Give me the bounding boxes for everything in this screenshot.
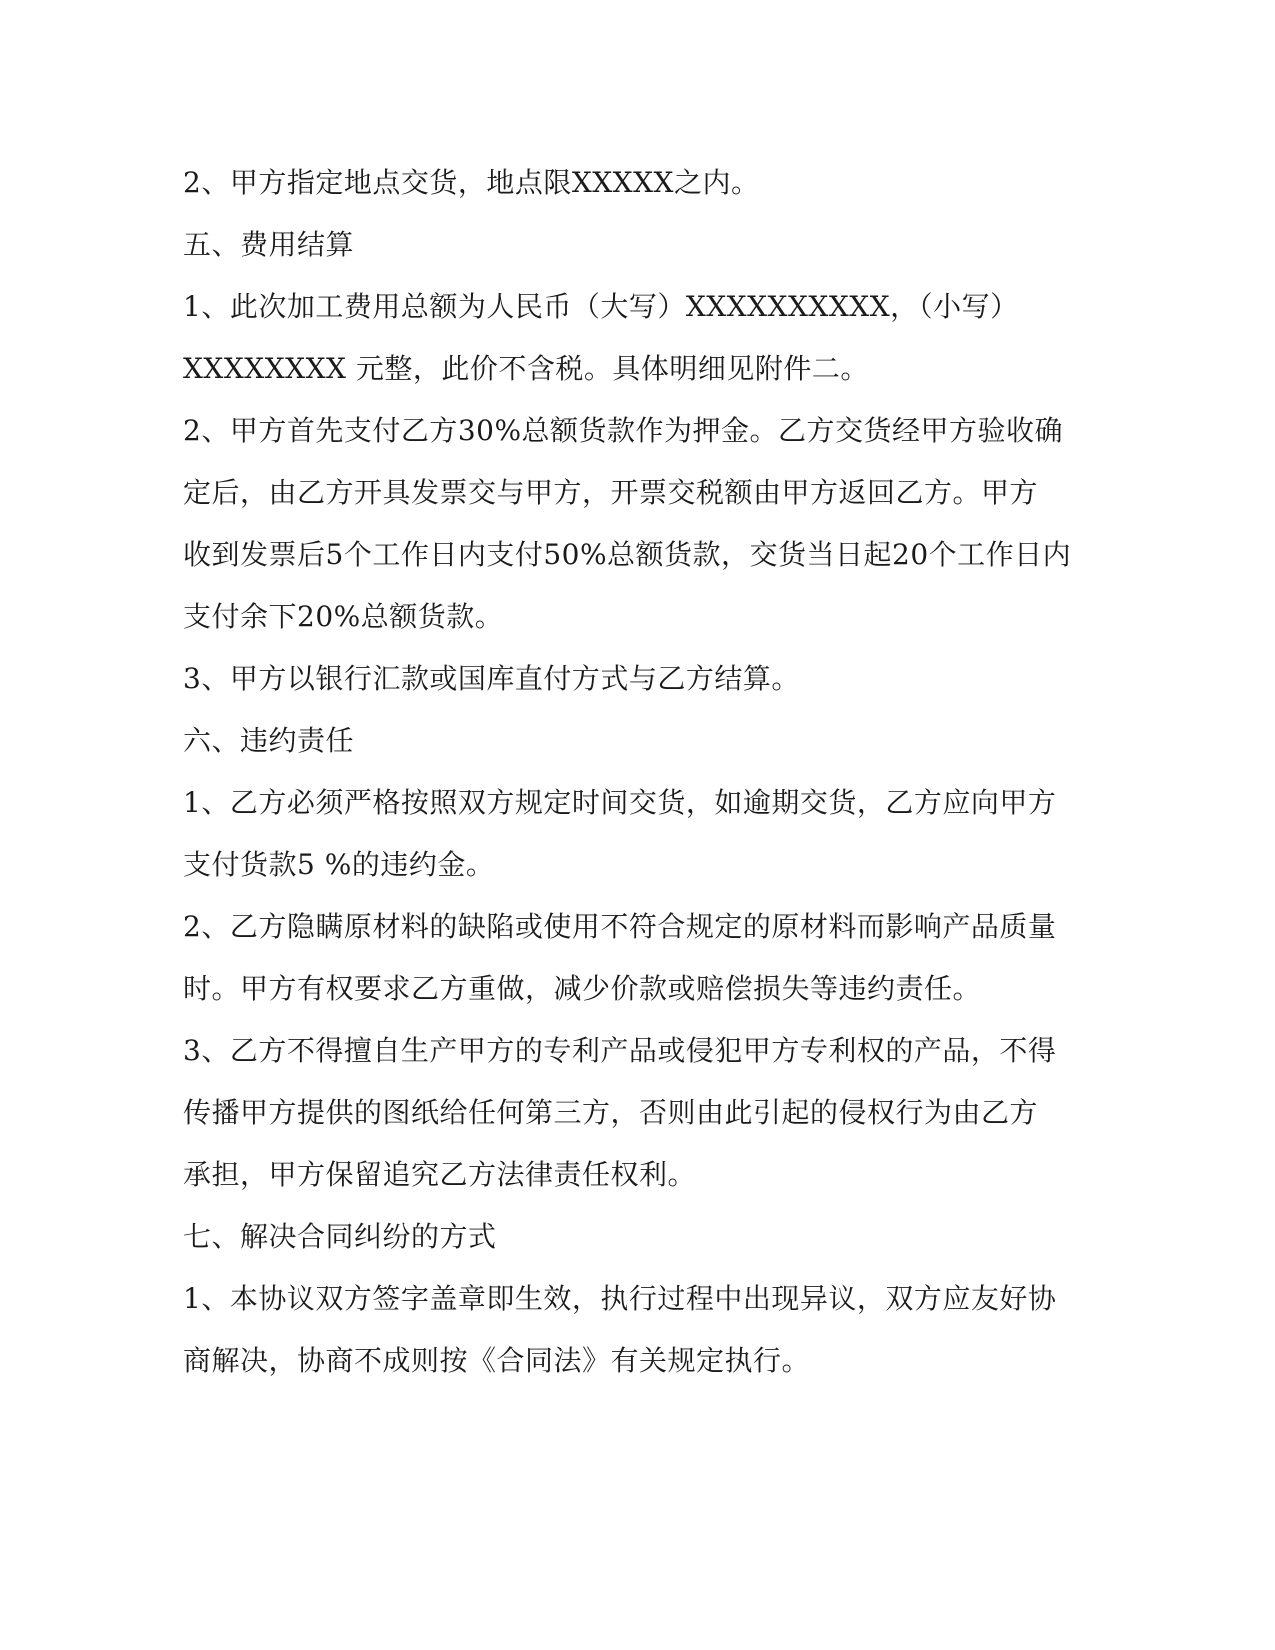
clause-dispute-resolution: 1、本协议双方签字盖章即生效，执行过程中出现异议，双方应友好协: [183, 1282, 1057, 1315]
clause-material-defects-cont: 时。甲方有权要求乙方重做，减少价款或赔偿损失等违约责任。: [183, 972, 982, 1005]
clause-patent-cont-1: 传播甲方提供的图纸给任何第三方，否则由此引起的侵权行为由乙方: [183, 1096, 1039, 1129]
clause-late-delivery-cont: 支付货款5 %的违约金。: [183, 848, 495, 881]
clause-total-fee: 1、此次加工费用总额为人民币（大写）XXXXXXXXXX，（小写）: [183, 290, 1019, 323]
section-heading-liability: 六、违约责任: [183, 724, 355, 757]
clause-patent-cont-2: 承担，甲方保留追究乙方法律责任权利。: [183, 1158, 697, 1191]
clause-total-fee-cont: XXXXXXXX 元整，此价不含税。具体明细见附件二。: [183, 352, 869, 385]
clause-payment-terms-cont-1: 定后，由乙方开具发票交与甲方，开票交税额由甲方返回乙方。甲方: [183, 476, 1039, 509]
clause-payment-method: 3、甲方以银行汇款或国库直付方式与乙方结算。: [183, 662, 800, 695]
clause-dispute-resolution-cont: 商解决，协商不成则按《合同法》有关规定执行。: [183, 1344, 811, 1377]
document-body: [183, 152, 1072, 1392]
clause-patent: 3、乙方不得擅自生产甲方的专利产品或侵犯甲方专利权的产品，不得: [183, 1034, 1057, 1067]
clause-late-delivery: 1、乙方必须严格按照双方规定时间交货，如逾期交货，乙方应向甲方: [183, 786, 1057, 819]
clause-payment-terms-cont-3: 支付余下20%总额货款。: [183, 600, 504, 633]
section-heading-settlement: 五、费用结算: [183, 228, 355, 261]
clause-material-defects: 2、乙方隐瞒原材料的缺陷或使用不符合规定的原材料而影响产品质量: [183, 910, 1057, 943]
clause-payment-terms-cont-2: 收到发票后5个工作日内支付50%总额货款，交货当日起20个工作日内: [183, 538, 1072, 571]
clause-delivery-location: 2、甲方指定地点交货，地点限XXXXX之内。: [183, 166, 760, 199]
section-heading-disputes: 七、解决合同纠纷的方式: [183, 1220, 497, 1253]
clause-payment-terms: 2、甲方首先支付乙方30%总额货款作为押金。乙方交货经甲方验收确: [183, 414, 1064, 447]
